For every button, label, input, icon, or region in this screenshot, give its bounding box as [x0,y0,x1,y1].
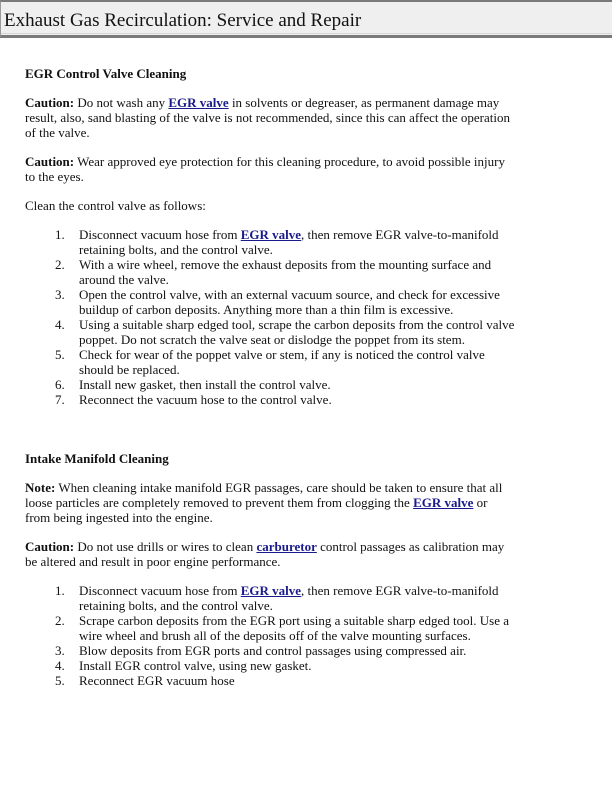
section-heading-intake-manifold-cleaning: Intake Manifold Cleaning [25,451,169,466]
step-number: 2. [55,613,65,628]
caution-text: in solvents or degreaser, as permanent damage may result, also, sand blasting of the valve is not recommended, since this can affect the operation of the valve. [25,95,510,140]
list-item [25,613,515,643]
list-item [25,643,515,658]
title-bar [0,0,612,38]
step-number: 2. [55,257,65,272]
step-text: With a wire wheel, remove the exhaust deposits from the mounting surface and around the valve. [79,257,492,287]
egr-valve-link[interactable]: EGR valve [413,495,474,510]
list-item [25,347,515,377]
caution-label: Caution: [25,539,75,554]
caution-text: Do not wash any [74,95,169,110]
step-number: 7. [55,392,65,407]
step-text: Using a suitable sharp edged tool, scrape the carbon deposits from the control valve poppet. Do not scratch the valve seat or dislodge the poppet from its stem. [79,317,515,347]
list-item [25,287,515,317]
note-text: When cleaning intake manifold EGR passages, care should be taken to ensure that all loose particles are completely removed to prevent them from clogging the [25,480,503,510]
step-number: 5. [55,673,65,688]
egr-valve-link[interactable]: EGR valve [168,95,229,110]
caution-paragraph-eye-protection [25,154,515,184]
step-text: Disconnect vacuum hose from [79,227,241,242]
step-text: , then remove EGR valve-to-manifold retaining bolts, and the control valve. [79,227,499,257]
note-paragraph [25,480,515,525]
list-item [25,583,515,613]
caution-paragraph-solvents [25,95,515,140]
step-text: Open the control valve, with an external vacuum source, and check for excessive buildup of carbon deposits. Anything more than a thin film is excessive. [79,287,500,317]
step-text: , then remove EGR valve-to-manifold retaining bolts, and the control valve. [79,583,499,613]
step-text: Reconnect EGR vacuum hose [79,673,235,688]
document-body [25,66,515,688]
caution-text: Do not use drills or wires to clean [74,539,257,554]
note-label: Note: [25,480,56,495]
control-valve-steps-list [25,227,515,407]
step-number: 4. [55,658,65,673]
egr-valve-link[interactable]: EGR valve [240,227,302,242]
list-item [25,658,515,673]
step-text: Blow deposits from EGR ports and control passages using compressed air. [79,643,467,658]
list-item [25,673,515,688]
step-number: 5. [55,347,65,362]
step-number: 3. [55,643,65,658]
step-text: Check for wear of the poppet valve or stem, if any is noticed the control valve should be replaced. [79,347,485,377]
caution-text: Wear approved eye protection for this cleaning procedure, to avoid possible injury to the eyes. [25,154,505,184]
egr-valve-link[interactable]: EGR valve [240,583,302,598]
list-item [25,377,515,392]
step-number: 3. [55,287,65,302]
step-text: Install new gasket, then install the control valve. [79,377,331,392]
caution-paragraph-carburetor [25,539,515,569]
caution-label: Caution: [25,95,75,110]
list-item [25,257,515,287]
step-number: 1. [55,583,65,598]
list-item [25,227,515,257]
section-heading-egr-control-valve-cleaning: EGR Control Valve Cleaning [25,66,187,81]
caution-label: Caution: [25,154,75,169]
page-title: Exhaust Gas Recirculation: Service and Repair [4,10,362,31]
step-text: Reconnect the vacuum hose to the control valve. [79,392,332,407]
intro-paragraph: Clean the control valve as follows: [25,198,206,213]
list-item [25,392,515,407]
step-number: 4. [55,317,65,332]
step-text: Disconnect vacuum hose from [79,583,241,598]
carburetor-link[interactable]: carburetor [256,539,317,554]
caution-text: control passages as calibration may be altered and result in poor engine performance. [25,539,505,569]
step-text: Install EGR control valve, using new gasket. [79,658,312,673]
note-text: or from being ingested into the engine. [25,495,488,525]
step-number: 6. [55,377,65,392]
list-item [25,317,515,347]
step-text: Scrape carbon deposits from the EGR port using a suitable sharp edged tool. Use a wire wheel and brush all of the deposits off of the valve mounting surfaces. [79,613,509,643]
section-spacer [25,407,515,451]
intake-manifold-steps-list [25,583,515,688]
step-number: 1. [55,227,65,242]
